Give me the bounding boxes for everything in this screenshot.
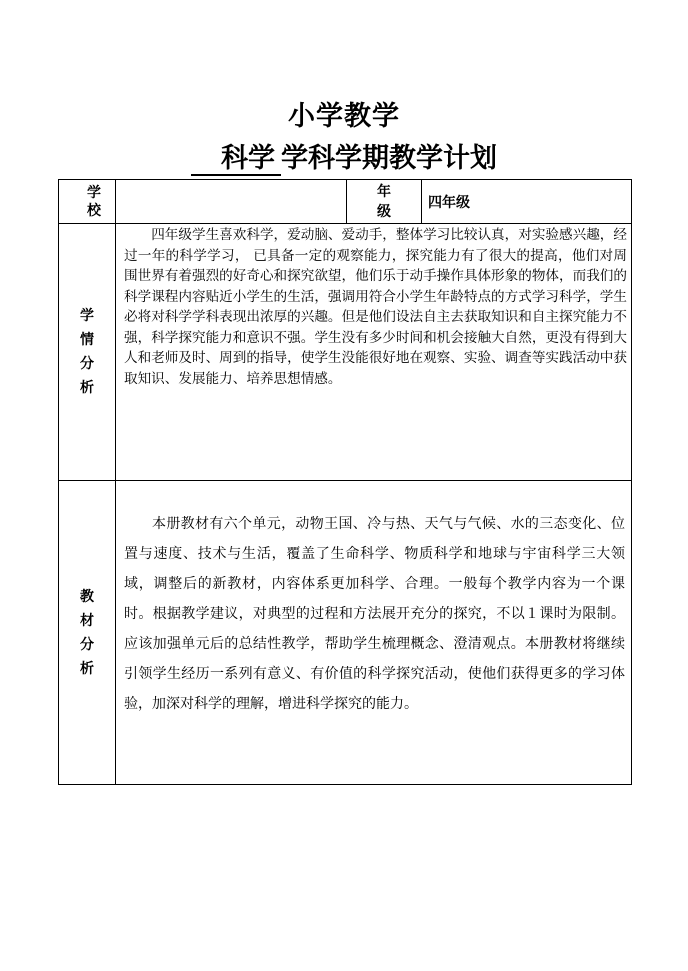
subject-name: 科学 xyxy=(191,144,281,176)
grade-label: 年级 xyxy=(347,180,422,224)
school-label: 学校 xyxy=(59,180,116,224)
school-value xyxy=(116,180,347,224)
teaching-plan-table xyxy=(58,179,632,785)
document-subtitle xyxy=(0,142,688,176)
textbook-analysis-text: 本册教材有六个单元，动物王国、冷与热、天气与气候、水的三态变化、位置与速度、技术与生活，覆盖了生命科学、物质科学和地球与宇宙科学三大领域，调整后的新教材，内容体系更加科学、合理。一般每个教学内容为一个课时。根据教学建议，对典型的过程和方法展开充分的探究，不以１课时为限制。应该加强单元后的总结性教学，帮助学生梳理概念、澄清观点。本册教材将继续引领学生经历一系列有意义、有价值的科学探究活动，使他们获得更多的学习体验，加深对科学的理解，增进科学探究的能力。 xyxy=(124,516,625,712)
textbook-analysis-cell xyxy=(116,481,632,785)
subtitle-rest: 学科学期教学计划 xyxy=(281,143,497,174)
student-analysis-cell xyxy=(116,224,632,481)
student-analysis-text: 四年级学生喜欢科学，爱动脑、爱动手，整体学习比较认真，对实验感兴趣，经过一年的科学学习， 已具备一定的观察能力，探究能力有了很大的提高，他们对周围世界有着强烈的好奇心和探究欲望，他们乐于动手操作具体形象的物体，而我们的科学课程内容贴近小学生的生活，强调用符合小学生年龄特点的方式学习科学，学生必将对科学学科表现出浓厚的兴趣。但是他们设法自主去获取知识和自主探究能力不强，科学探究能力和意识不强。学生没有多少时间和机会接触大自然，更没有得到大人和老师及时、周到的指导，使学生没能很好地在观察、实验、调查等实践活动中获取知识、发展能力、培养思想情感。 xyxy=(124,227,627,387)
document-title: 小学教学 xyxy=(288,101,400,132)
textbook-analysis-label: 教 材 分 析 xyxy=(59,481,116,785)
grade-value: 四年级 xyxy=(422,180,632,224)
student-analysis-label: 学 情 分 析 xyxy=(59,224,116,481)
